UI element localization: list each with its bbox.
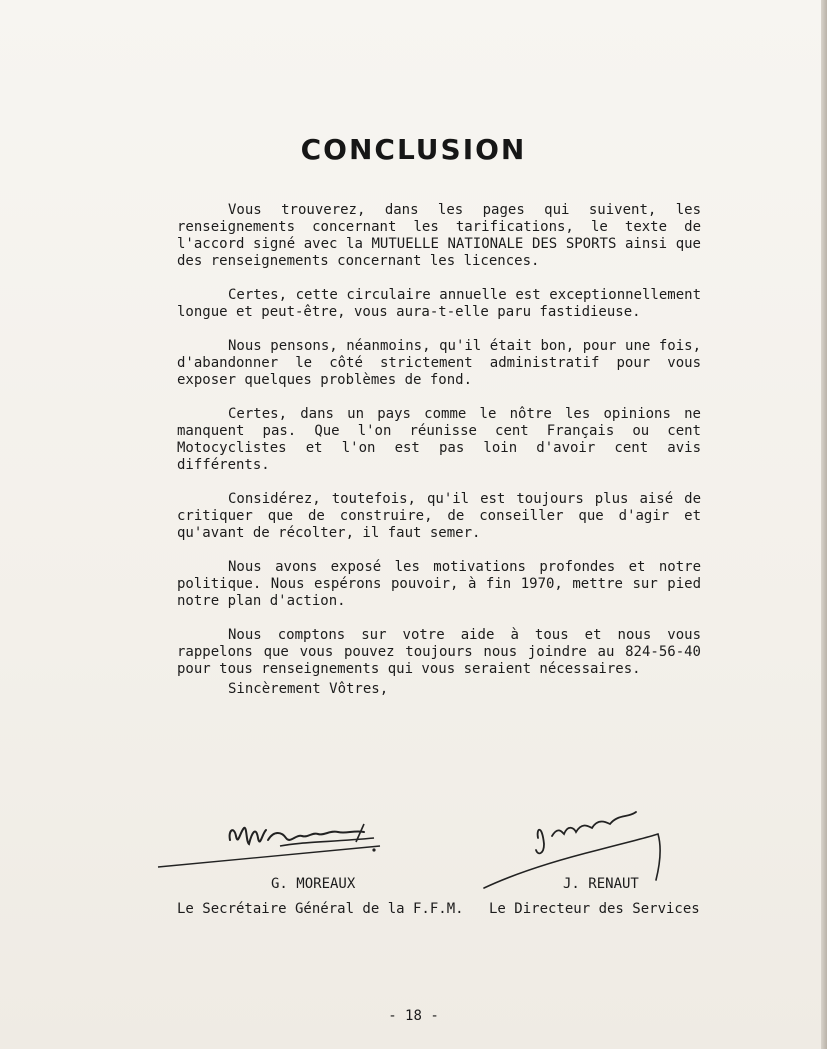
paragraph-5: Considérez, toutefois, qu'il est toujours plus aisé de critiquer que de construire, de conseiller que d'agir et qu'avant de récolter, il faut semer. [177, 491, 701, 541]
closing-salutation: Sincèrement Vôtres, [228, 681, 389, 697]
paragraph-7: Nous comptons sur votre aide à tous et nous vous rappelons que vous pouvez toujours nous joindre au 824-56-40 pour tous renseignements qui vous seraient nécessaires. [177, 627, 701, 677]
signatory-name-renaut: J. RENAUT [563, 876, 639, 892]
paragraph-2: Certes, cette circulaire annuelle est exceptionnellement longue et peut-être, vous aura-t-elle paru fastidieuse. [177, 287, 701, 320]
paragraph-3: Nous pensons, néanmoins, qu'il était bon, pour une fois, d'abandonner le côté strictement administratif pour vous exposer quelques problèmes de fond. [177, 338, 701, 388]
paragraph-4: Certes, dans un pays comme le nôtre les opinions ne manquent pas. Que l'on réunisse cent Français ou cent Motocyclistes et l'on est pas loin d'avoir cent avis différents. [177, 406, 701, 473]
signature-moreaux-image [150, 812, 390, 874]
paragraph-1: Vous trouverez, dans les pages qui suivent, les renseignements concernant les tarifications, le texte de l'accord signé avec la MUTUELLE NATIONALE DES SPORTS ainsi que des renseignements concernant les licences. [177, 202, 701, 269]
signatory-title-renaut: Le Directeur des Services [489, 901, 700, 917]
signatory-title-moreaux: Le Secrétaire Général de la F.F.M. [177, 901, 464, 917]
signatory-name-moreaux: G. MOREAUX [271, 876, 356, 892]
page-number: - 18 - [388, 1008, 439, 1024]
paragraph-6: Nous avons exposé les motivations profondes et notre politique. Nous espérons pouvoir, à fin 1970, mettre sur pied notre plan d'action. [177, 559, 701, 609]
page-title: CONCLUSION [300, 133, 527, 166]
body-text [177, 202, 701, 678]
